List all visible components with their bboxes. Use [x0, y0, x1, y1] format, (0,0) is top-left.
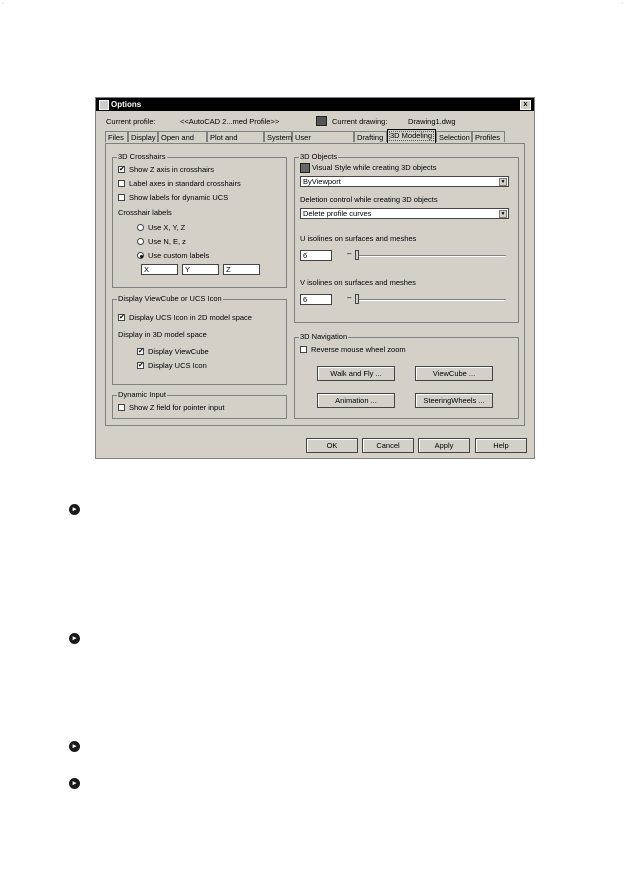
- apply-button[interactable]: Apply: [418, 438, 470, 453]
- use-xyz-label: Use X, Y, Z: [148, 223, 186, 232]
- options-dialog: [95, 97, 535, 459]
- label-axes-label: Label axes in standard crosshairs: [129, 179, 241, 188]
- u-isolines-field[interactable]: 6: [300, 250, 332, 261]
- display-3d-space-title: Display in 3D model space: [118, 330, 207, 339]
- reverse-zoom-label: Reverse mouse wheel zoom: [311, 345, 406, 354]
- tab-display[interactable]: Display: [128, 131, 158, 142]
- current-profile-label: Current profile:: [106, 117, 156, 126]
- visual-style-label: Visual Style while creating 3D objects: [312, 163, 437, 172]
- tab-selection[interactable]: Selection: [436, 131, 472, 142]
- group-dynamic-input: [112, 390, 287, 419]
- tab-plot-and-publish[interactable]: Plot and: [207, 131, 264, 142]
- deletion-control-label: Deletion control while creating 3D objects: [300, 195, 438, 204]
- title-bar: [96, 98, 534, 111]
- group-3d-crosshairs: [112, 152, 287, 288]
- custom-x-field[interactable]: X: [141, 264, 178, 275]
- display-viewcube-checkbox[interactable]: [137, 348, 144, 355]
- show-z-axis-label: Show Z axis in crosshairs: [129, 165, 215, 174]
- group-title-3d-navigation: 3D Navigation: [300, 332, 348, 341]
- display-viewcube-label: Display ViewCube: [148, 347, 209, 356]
- show-labels-ucs-label: Show labels for dynamic UCS: [129, 193, 229, 202]
- group-title-3d-objects: 3D Objects: [300, 152, 338, 161]
- tab-open-and-save[interactable]: Open and: [158, 131, 207, 142]
- use-custom-labels-radio[interactable]: [137, 252, 144, 259]
- play-circle-icon: ▸: [69, 778, 80, 789]
- tab-content-3d-modeling: [105, 143, 525, 426]
- deletion-control-select[interactable]: [300, 208, 509, 219]
- walk-and-fly-button[interactable]: Walk and Fly ...: [317, 366, 395, 381]
- current-drawing-value: Drawing1.dwg: [408, 117, 456, 126]
- use-nez-radio[interactable]: [137, 238, 144, 245]
- viewcube-button[interactable]: ViewCube ...: [415, 366, 493, 381]
- use-xyz-radio[interactable]: [137, 224, 144, 231]
- chevron-down-icon: ▼: [500, 179, 506, 185]
- visual-style-select[interactable]: [300, 176, 509, 187]
- ok-button[interactable]: OK: [306, 438, 358, 453]
- ucs-2d-label: Display UCS Icon in 2D model space: [129, 313, 252, 322]
- play-circle-icon: ▸: [69, 741, 80, 752]
- show-z-field-checkbox[interactable]: [118, 404, 125, 411]
- tab-3d-modeling[interactable]: 3D Modeling: [387, 129, 436, 143]
- v-isolines-slider-track[interactable]: [355, 299, 506, 301]
- u-isolines-slider-thumb[interactable]: [355, 250, 359, 260]
- tab-user-preferences[interactable]: User: [292, 131, 354, 142]
- current-drawing-label: Current drawing:: [332, 117, 388, 126]
- v-isolines-slider-min: –: [347, 293, 352, 302]
- steeringwheels-button[interactable]: SteeringWheels ...: [415, 393, 493, 408]
- custom-y-field[interactable]: Y: [182, 264, 219, 275]
- group-viewcube-ucs: [112, 294, 287, 385]
- u-isolines-slider-min: –: [347, 249, 352, 258]
- current-profile-value: <<AutoCAD 2...med Profile>>: [180, 117, 280, 126]
- v-isolines-slider-thumb[interactable]: [355, 294, 359, 304]
- show-z-axis-checkbox[interactable]: [118, 166, 125, 173]
- group-title-viewcube-ucs: Display ViewCube or UCS Icon: [118, 294, 222, 303]
- play-circle-icon: ▸: [69, 504, 80, 515]
- display-ucs-icon-checkbox[interactable]: [137, 362, 144, 369]
- v-isolines-field[interactable]: 6: [300, 294, 332, 305]
- visual-style-value: ByViewport: [303, 177, 341, 186]
- close-button[interactable]: x: [520, 100, 531, 110]
- animation-button[interactable]: Animation ...: [317, 393, 395, 408]
- corner-mark-left: ·: [2, 0, 5, 7]
- tab-drafting[interactable]: Drafting: [354, 131, 387, 142]
- group-title-3d-crosshairs: 3D Crosshairs: [118, 152, 166, 161]
- display-ucs-icon-label: Display UCS Icon: [148, 361, 207, 370]
- tab-system[interactable]: System: [264, 131, 292, 142]
- group-3d-navigation: [294, 332, 519, 419]
- cancel-button[interactable]: Cancel: [362, 438, 414, 453]
- window-title: Options: [111, 100, 142, 109]
- tab-profiles[interactable]: Profiles: [472, 131, 505, 142]
- corner-mark-right: ·: [621, 0, 624, 7]
- show-z-field-label: Show Z field for pointer input: [129, 403, 225, 412]
- help-button[interactable]: Help: [475, 438, 527, 453]
- reverse-zoom-checkbox[interactable]: [300, 346, 307, 353]
- group-title-dynamic-input: Dynamic Input: [118, 390, 166, 399]
- tab-files[interactable]: Files: [105, 131, 128, 142]
- visual-style-icon: [300, 163, 310, 173]
- use-custom-labels-label: Use custom labels: [148, 251, 210, 260]
- deletion-control-value: Delete profile curves: [303, 209, 372, 218]
- ucs-2d-checkbox[interactable]: [118, 314, 125, 321]
- chevron-down-icon: ▼: [500, 211, 506, 217]
- v-isolines-label: V isolines on surfaces and meshes: [300, 278, 416, 287]
- use-nez-label: Use N, E, z: [148, 237, 186, 246]
- custom-z-field[interactable]: Z: [223, 264, 260, 275]
- app-icon: [99, 100, 109, 110]
- crosshair-labels-title: Crosshair labels: [118, 208, 172, 217]
- u-isolines-label: U isolines on surfaces and meshes: [300, 234, 417, 243]
- play-circle-icon: ▸: [69, 633, 80, 644]
- drawing-icon: [316, 116, 327, 126]
- group-3d-objects: [294, 152, 519, 323]
- u-isolines-slider-track[interactable]: [355, 255, 506, 257]
- label-axes-checkbox[interactable]: [118, 180, 125, 187]
- show-labels-ucs-checkbox[interactable]: [118, 194, 125, 201]
